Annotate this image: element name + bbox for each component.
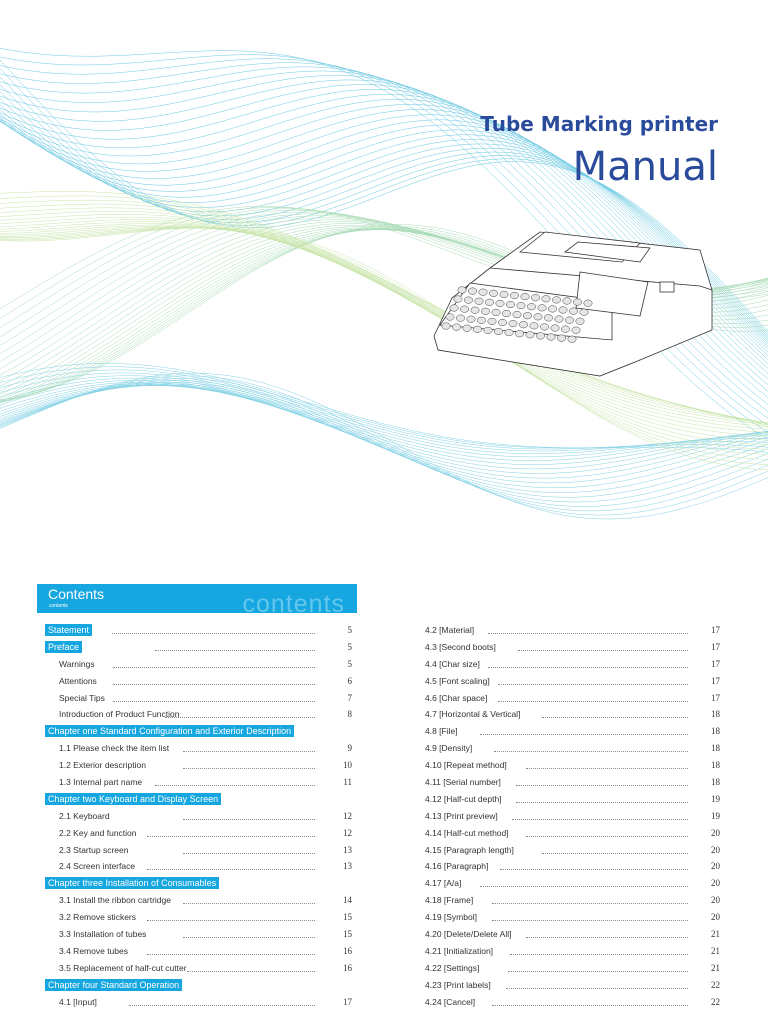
toc-leader-dots [516, 776, 688, 786]
toc-page-number: 16 [343, 962, 352, 973]
toc-entry[interactable] [37, 943, 357, 960]
printer-key [498, 319, 506, 326]
printer-key [456, 315, 464, 322]
printer-key [505, 329, 513, 336]
toc-entry-label: Attentions [59, 675, 97, 686]
toc-entry[interactable] [420, 892, 720, 909]
toc-page-number: 8 [347, 709, 352, 720]
printer-key [569, 308, 577, 315]
printer-key [506, 301, 514, 308]
toc-entry-label: 4.3 [Second boots] [425, 641, 496, 652]
toc-leader-dots [113, 692, 315, 702]
toc-page-number: 21 [711, 962, 720, 973]
toc-entry[interactable] [37, 791, 357, 808]
printer-key [463, 325, 471, 332]
toc-leader-dots [526, 928, 688, 938]
printer-key [446, 314, 454, 321]
toc-page-number: 20 [711, 912, 720, 923]
printer-key [551, 325, 559, 332]
subtitle: Tube Marking printer [480, 112, 718, 136]
toc-leader-dots [506, 979, 688, 989]
toc-entry[interactable] [420, 808, 720, 825]
printer-key [526, 332, 534, 339]
toc-entry[interactable] [37, 639, 357, 656]
toc-page-number: 18 [711, 709, 720, 720]
toc-page-number: 7 [347, 692, 352, 703]
toc-page-number: 14 [343, 895, 352, 906]
toc-entry-label: Chapter three Installation of Consumables [45, 877, 219, 889]
toc-entry-label: 4.11 [Serial number] [425, 777, 501, 788]
toc-page-number: 9 [347, 743, 352, 754]
toc-entry[interactable] [420, 740, 720, 757]
toc-page-number: 22 [711, 979, 720, 990]
toc-leader-dots [526, 759, 688, 769]
toc-entry-label: 3.2 Remove stickers [59, 912, 136, 923]
toc-entry[interactable] [420, 791, 720, 808]
toc-leader-dots [183, 844, 315, 854]
toc-page-number: 5 [347, 658, 352, 669]
toc-leader-dots [113, 658, 315, 668]
wave-line [0, 367, 768, 448]
toc-leader-dots [183, 928, 315, 938]
toc-page-number: 17 [711, 625, 720, 635]
toc-leader-dots [498, 692, 688, 702]
toc-entry-label: 3.4 Remove tubes [59, 945, 128, 956]
toc-entry-label: 4.1 [Input] [59, 996, 97, 1007]
toc-entry[interactable] [420, 926, 720, 943]
toc-entry[interactable] [420, 960, 720, 977]
printer-key [534, 314, 542, 321]
toc-entry-label: 4.10 [Repeat method] [425, 760, 507, 771]
wave-line [0, 363, 768, 452]
toc-entry[interactable] [420, 639, 720, 656]
printer-key [515, 330, 523, 337]
printer-key [561, 326, 569, 333]
toc-entry-label: 4.9 [Density] [425, 743, 473, 754]
contents-watermark: contents [242, 590, 345, 613]
toc-entry-label: Statement [45, 624, 92, 636]
toc-leader-dots [510, 945, 688, 955]
toc-page-number: 17 [711, 675, 720, 686]
toc-page-number: 20 [711, 844, 720, 855]
toc-right-column [420, 622, 720, 1010]
printer-key [538, 305, 546, 312]
toc-page-number: 20 [711, 878, 720, 889]
toc-entry-label: 4.21 [Initialization] [425, 945, 494, 956]
toc-entry[interactable] [37, 926, 357, 943]
printer-key [563, 298, 571, 305]
printer-key [488, 318, 496, 325]
printer-key [467, 316, 475, 323]
printer-key [572, 327, 580, 334]
toc-leader-dots [183, 894, 315, 904]
toc-entry[interactable] [420, 994, 720, 1011]
toc-leader-dots [129, 996, 315, 1006]
toc-page-number: 6 [347, 675, 352, 686]
toc-entry-label: 2.2 Key and function [59, 827, 137, 838]
toc-entry-label: 3.3 Installation of tubes [59, 929, 147, 940]
printer-key [492, 309, 500, 316]
toc-leader-dots [516, 793, 688, 803]
toc-entry-label: 4.16 [Paragraph] [425, 861, 489, 872]
toc-entry-label: 3.1 Install the ribbon cartridge [59, 895, 171, 906]
page-title: Manual [572, 144, 718, 190]
toc-page-number: 5 [347, 641, 352, 652]
printer-key [454, 296, 462, 303]
toc-entry-label: 4.18 [Frame] [425, 895, 474, 906]
toc-leader-dots [542, 844, 688, 854]
toc-entry-label: 4.24 [Cancel] [425, 996, 476, 1007]
printer-key [513, 311, 521, 318]
printer-key [552, 297, 560, 304]
toc-leader-dots [147, 827, 315, 837]
toc-entry[interactable] [420, 757, 720, 774]
toc-page-number: 17 [711, 658, 720, 669]
toc-leader-dots [147, 860, 315, 870]
toc-entry-label: 4.4 [Char size] [425, 658, 480, 669]
printer-key [510, 292, 518, 299]
toc-entry[interactable] [420, 875, 720, 892]
toc-entry[interactable] [420, 690, 720, 707]
printer-key [485, 299, 493, 306]
toc-entry[interactable] [420, 858, 720, 875]
printer-key [481, 308, 489, 315]
contents-subheading: contents [49, 603, 68, 609]
printer-key [548, 306, 556, 313]
toc-entry[interactable] [420, 909, 720, 926]
toc-leader-dots [183, 759, 315, 769]
toc-page-number: 21 [711, 945, 720, 956]
toc-entry-label: 2.3 Startup screen [59, 844, 129, 855]
toc-page-number: 15 [343, 912, 352, 923]
toc-entry-label: 4.20 [Delete/Delete All] [425, 929, 512, 940]
toc-entry-label: Special Tips [59, 692, 105, 703]
toc-page-number: 18 [711, 760, 720, 771]
toc-entry[interactable] [420, 706, 720, 723]
toc-leader-dots [492, 894, 688, 904]
toc-leader-dots [498, 675, 688, 685]
printer-key [542, 296, 550, 303]
printer-key [555, 316, 563, 323]
toc-entry-label: 1.3 Internal part name [59, 777, 143, 788]
toc-entry[interactable] [37, 774, 357, 791]
printer-key [450, 305, 458, 312]
printer-key [584, 300, 592, 307]
printer-key [479, 289, 487, 296]
toc-entry[interactable] [37, 858, 357, 875]
printer-key [517, 302, 525, 309]
printer-key [509, 320, 517, 327]
printer-key [502, 310, 510, 317]
toc-entry-label: Introduction of Product Function [59, 709, 180, 720]
toc-entry[interactable] [37, 706, 357, 723]
printer-key [452, 324, 460, 331]
toc-entry-label: Chapter four Standard Operation [45, 979, 182, 991]
toc-entry-label: 4.12 [Half-cut depth] [425, 793, 502, 804]
toc-leader-dots [165, 708, 315, 718]
toc-page-number: 17 [711, 641, 720, 652]
printer-key [471, 307, 479, 314]
toc-entry-label: 4.7 [Horizontal & Vertical] [425, 709, 521, 720]
printer-key [531, 294, 539, 301]
printer-key [458, 287, 466, 294]
toc-page-number: 19 [711, 793, 720, 804]
printer-key [559, 307, 567, 314]
toc-entry[interactable] [420, 943, 720, 960]
toc-entry[interactable] [37, 842, 357, 859]
wave-line [0, 384, 768, 469]
toc-leader-dots [112, 624, 315, 634]
printer-key [500, 291, 508, 298]
toc-entry-label: 4.5 [Font scaling] [425, 675, 490, 686]
printer-key [468, 288, 476, 295]
toc-leader-dots [526, 827, 688, 837]
toc-entry[interactable] [37, 690, 357, 707]
toc-entry-label: Warnings [59, 658, 95, 669]
toc-entry-label: Chapter one Standard Configuration and Exterior Description [45, 725, 294, 737]
toc-entry[interactable] [37, 740, 357, 757]
toc-entry-label: Preface [45, 641, 82, 653]
printer-key [460, 306, 468, 313]
toc-leader-dots [113, 675, 315, 685]
toc-leader-dots [155, 641, 315, 651]
toc-page-number: 5 [347, 625, 352, 635]
toc-entry-label: 4.17 [A/a] [425, 878, 462, 889]
printer-key [519, 321, 527, 328]
toc-entry-label: 4.6 [Char space] [425, 692, 488, 703]
printer-key [521, 293, 529, 300]
toc-leader-dots [480, 877, 688, 887]
toc-entry[interactable] [37, 875, 357, 892]
toc-leader-dots [508, 962, 688, 972]
toc-page-number: 10 [343, 760, 352, 771]
toc-entry-label: 4.15 [Paragraph length] [425, 844, 514, 855]
toc-entry-label: 4.22 [Settings] [425, 962, 480, 973]
toc-leader-dots [512, 810, 688, 820]
printer-key [540, 324, 548, 331]
toc-leader-dots [492, 911, 688, 921]
toc-entry-label: 4.8 [File] [425, 726, 458, 737]
toc-entry[interactable] [420, 622, 720, 639]
toc-page-number: 22 [711, 996, 720, 1007]
printer-key [557, 335, 565, 342]
printer-key [484, 327, 492, 334]
toc-page-number: 20 [711, 861, 720, 872]
toc-entry-label: 3.5 Replacement of half-cut cutter [59, 962, 187, 973]
toc-page-number: 21 [711, 929, 720, 940]
toc-leader-dots [488, 624, 688, 634]
toc-entry[interactable] [37, 622, 357, 639]
toc-page-number: 12 [343, 827, 352, 838]
toc-entry[interactable] [37, 757, 357, 774]
toc-page-number: 11 [343, 777, 352, 788]
toc-entry-label: 2.1 Keyboard [59, 810, 110, 821]
printer-key [473, 326, 481, 333]
toc-entry[interactable] [420, 774, 720, 791]
toc-page-number: 18 [711, 777, 720, 788]
toc-page-number: 15 [343, 929, 352, 940]
toc-page-number: 17 [343, 996, 352, 1007]
toc-entry-label: 2.4 Screen interface [59, 861, 136, 872]
toc-entry-label: 4.14 [Half-cut method] [425, 827, 509, 838]
printer-key [568, 336, 576, 343]
toc-leader-dots [183, 810, 315, 820]
toc-entry[interactable] [37, 825, 357, 842]
toc-leader-dots [494, 742, 688, 752]
toc-leader-dots [155, 776, 315, 786]
toc-entry[interactable] [37, 994, 357, 1011]
toc-leader-dots [147, 911, 315, 921]
toc-left-column [37, 622, 357, 1010]
toc-entry[interactable] [37, 892, 357, 909]
toc-leader-dots [147, 945, 315, 955]
toc-entry[interactable] [420, 825, 720, 842]
printer-key [523, 312, 531, 319]
contents-heading: Contents [48, 586, 105, 602]
printer-key [464, 297, 472, 304]
printer-illustration [434, 232, 712, 376]
toc-page-number: 20 [711, 827, 720, 838]
toc-entry[interactable] [420, 656, 720, 673]
printer-key [544, 315, 552, 322]
printer-key [442, 323, 450, 330]
printer-key [576, 318, 584, 325]
toc-entry-label: Chapter two Keyboard and Display Screen [45, 793, 221, 805]
toc-entry[interactable] [37, 977, 357, 994]
printer-key [527, 303, 535, 310]
toc-entry[interactable] [420, 977, 720, 994]
toc-entry[interactable] [37, 909, 357, 926]
toc-entry[interactable] [37, 656, 357, 673]
contents-banner [37, 584, 357, 613]
toc-leader-dots [187, 962, 315, 972]
printer-key [494, 328, 502, 335]
toc-leader-dots [492, 996, 688, 1006]
toc-page-number: 17 [711, 692, 720, 703]
toc-entry[interactable] [37, 723, 357, 740]
toc-entry-label: 4.13 [Print preview] [425, 810, 498, 821]
toc-page-number: 18 [711, 726, 720, 737]
printer-key [565, 317, 573, 324]
toc-page-number: 18 [711, 743, 720, 754]
toc-page-number: 13 [343, 861, 352, 872]
toc-entry-label: 4.2 [Material] [425, 625, 475, 635]
printer-key [475, 298, 483, 305]
toc-entry[interactable] [37, 808, 357, 825]
toc-entry[interactable] [37, 673, 357, 690]
toc-leader-dots [488, 658, 688, 668]
toc-entry[interactable] [420, 842, 720, 859]
toc-entry[interactable] [420, 673, 720, 690]
printer-key [536, 333, 544, 340]
printer-key [547, 334, 555, 341]
printer-key [573, 299, 581, 306]
printer-key [580, 309, 588, 316]
toc-entry-label: 1.2 Exterior description [59, 760, 146, 771]
printer-key [489, 290, 497, 297]
toc-entry[interactable] [420, 723, 720, 740]
toc-leader-dots [518, 641, 688, 651]
toc-page-number: 20 [711, 895, 720, 906]
printer-key [477, 317, 485, 324]
toc-leader-dots [500, 860, 688, 870]
printer-key [496, 300, 504, 307]
toc-entry-label: 4.23 [Print labels] [425, 979, 491, 990]
printer-key [530, 323, 538, 330]
toc-entry[interactable] [37, 960, 357, 977]
toc-entry-label: 1.1 Please check the item list [59, 743, 170, 754]
toc-leader-dots [480, 725, 688, 735]
toc-page-number: 13 [343, 844, 352, 855]
toc-entry-label: 4.19 [Symbol] [425, 912, 477, 923]
toc-page-number: 16 [343, 945, 352, 956]
toc-leader-dots [183, 742, 315, 752]
toc-page-number: 19 [711, 810, 720, 821]
toc-leader-dots [542, 708, 688, 718]
toc-page-number: 12 [343, 810, 352, 821]
